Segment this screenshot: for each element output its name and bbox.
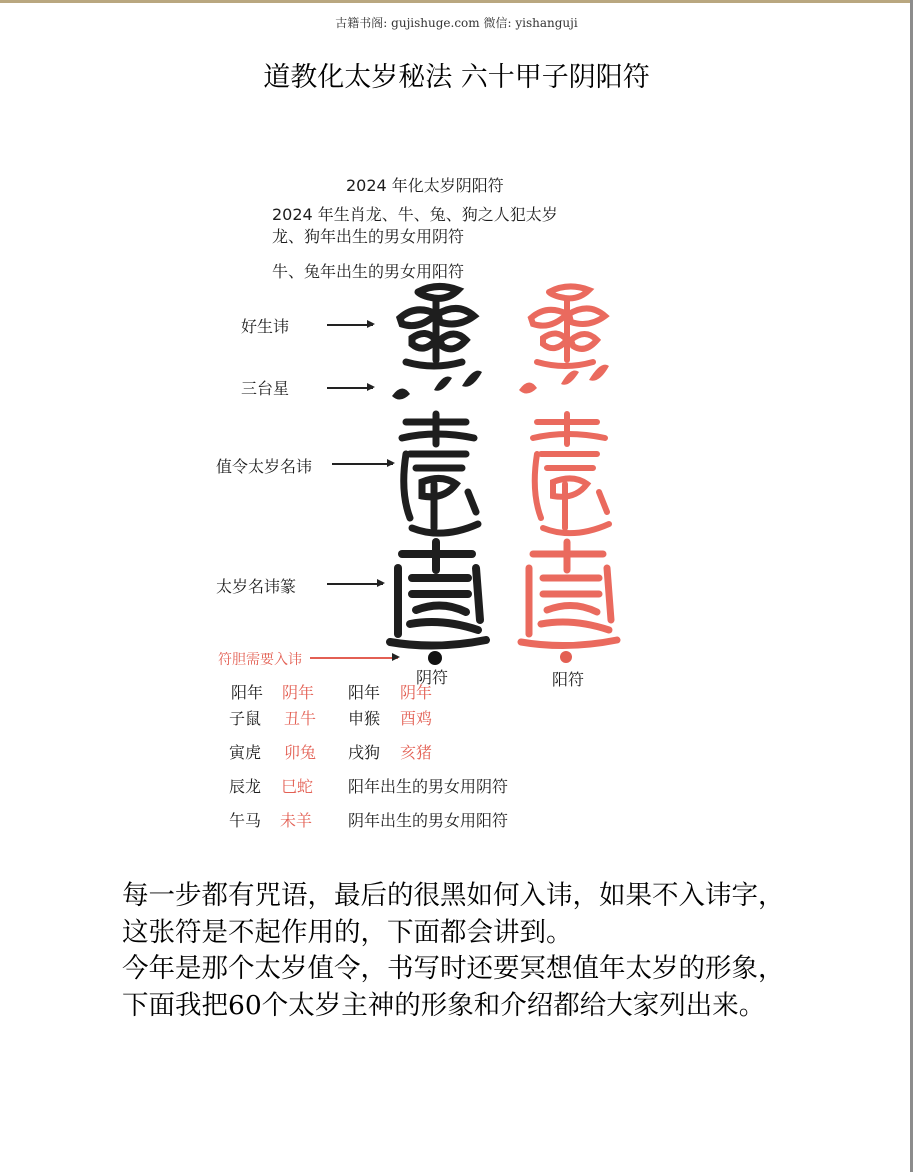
table-cell: 寅虎 <box>229 743 262 762</box>
top-border <box>0 0 913 3</box>
page-title: 道教化太岁秘法 六十甲子阴阳符 <box>263 62 650 93</box>
figure-line-1: 2024 年生肖龙、牛、兔、狗之人犯太岁 <box>272 205 558 224</box>
figure-line-3: 牛、兔年出生的男女用阳符 <box>272 262 465 281</box>
body-paragraph-2: 今年是那个太岁值令，书写时还要冥想值年太岁的形象，下面我把60个太岁主神的形象和介绍都给大家列出来。 <box>122 953 785 1021</box>
table-cell: 亥猪 <box>400 743 433 762</box>
table-header-yin-right: 阴年 <box>400 683 433 702</box>
arrow-fu-dan <box>310 657 398 659</box>
table-header-yang-right: 阳年 <box>348 683 381 702</box>
table-cell: 午马 <box>229 811 262 830</box>
table-cell: 未羊 <box>280 811 313 830</box>
figure-line-2: 龙、狗年出生的男女用阴符 <box>272 227 465 246</box>
yin-fu-dan-dot <box>428 651 442 665</box>
label-san-tai-xing: 三台星 <box>241 379 290 398</box>
table-cell: 阴年出生的男女用阳符 <box>348 811 509 830</box>
label-zhi-ling: 值令太岁名讳 <box>216 457 313 476</box>
body-text <box>122 878 802 1024</box>
yang-fu-dan-dot <box>560 651 572 663</box>
table-header-yin-left: 阴年 <box>282 683 315 702</box>
site-header: 古籍书阁: gujishuge.com 微信: yishanguji <box>335 16 578 30</box>
table-cell: 丑牛 <box>284 709 317 728</box>
label-fu-dan: 符胆需要入讳 <box>218 652 302 668</box>
body-paragraph-1: 每一步都有咒语，最后的很黑如何入讳，如果不入讳字，这张符是不起作用的，下面都会讲到。 <box>122 880 785 948</box>
talisman-figure <box>200 160 640 840</box>
table-cell: 子鼠 <box>229 709 262 728</box>
table-cell: 阳年出生的男女用阴符 <box>348 777 509 796</box>
yin-talisman-image <box>382 278 492 650</box>
table-cell: 酉鸡 <box>400 709 433 728</box>
yang-talisman-image <box>513 278 623 650</box>
yang-label: 阳符 <box>552 670 585 689</box>
table-cell: 申猴 <box>348 709 381 728</box>
label-hao-sheng-hui: 好生讳 <box>241 317 290 336</box>
table-cell: 辰龙 <box>229 777 262 796</box>
arrow-zhuan <box>327 583 383 585</box>
arrow-san-tai-xing <box>327 387 373 389</box>
arrow-hao-sheng-hui <box>327 324 373 326</box>
table-header-yang-left: 阳年 <box>231 683 264 702</box>
label-zhuan: 太岁名讳篆 <box>216 577 297 596</box>
table-cell: 卯兔 <box>284 743 317 762</box>
yin-label: 阴符 <box>416 668 449 687</box>
table-cell: 巳蛇 <box>281 777 314 796</box>
figure-heading: 2024 年化太岁阴阳符 <box>346 176 504 195</box>
table-cell: 戌狗 <box>348 743 381 762</box>
